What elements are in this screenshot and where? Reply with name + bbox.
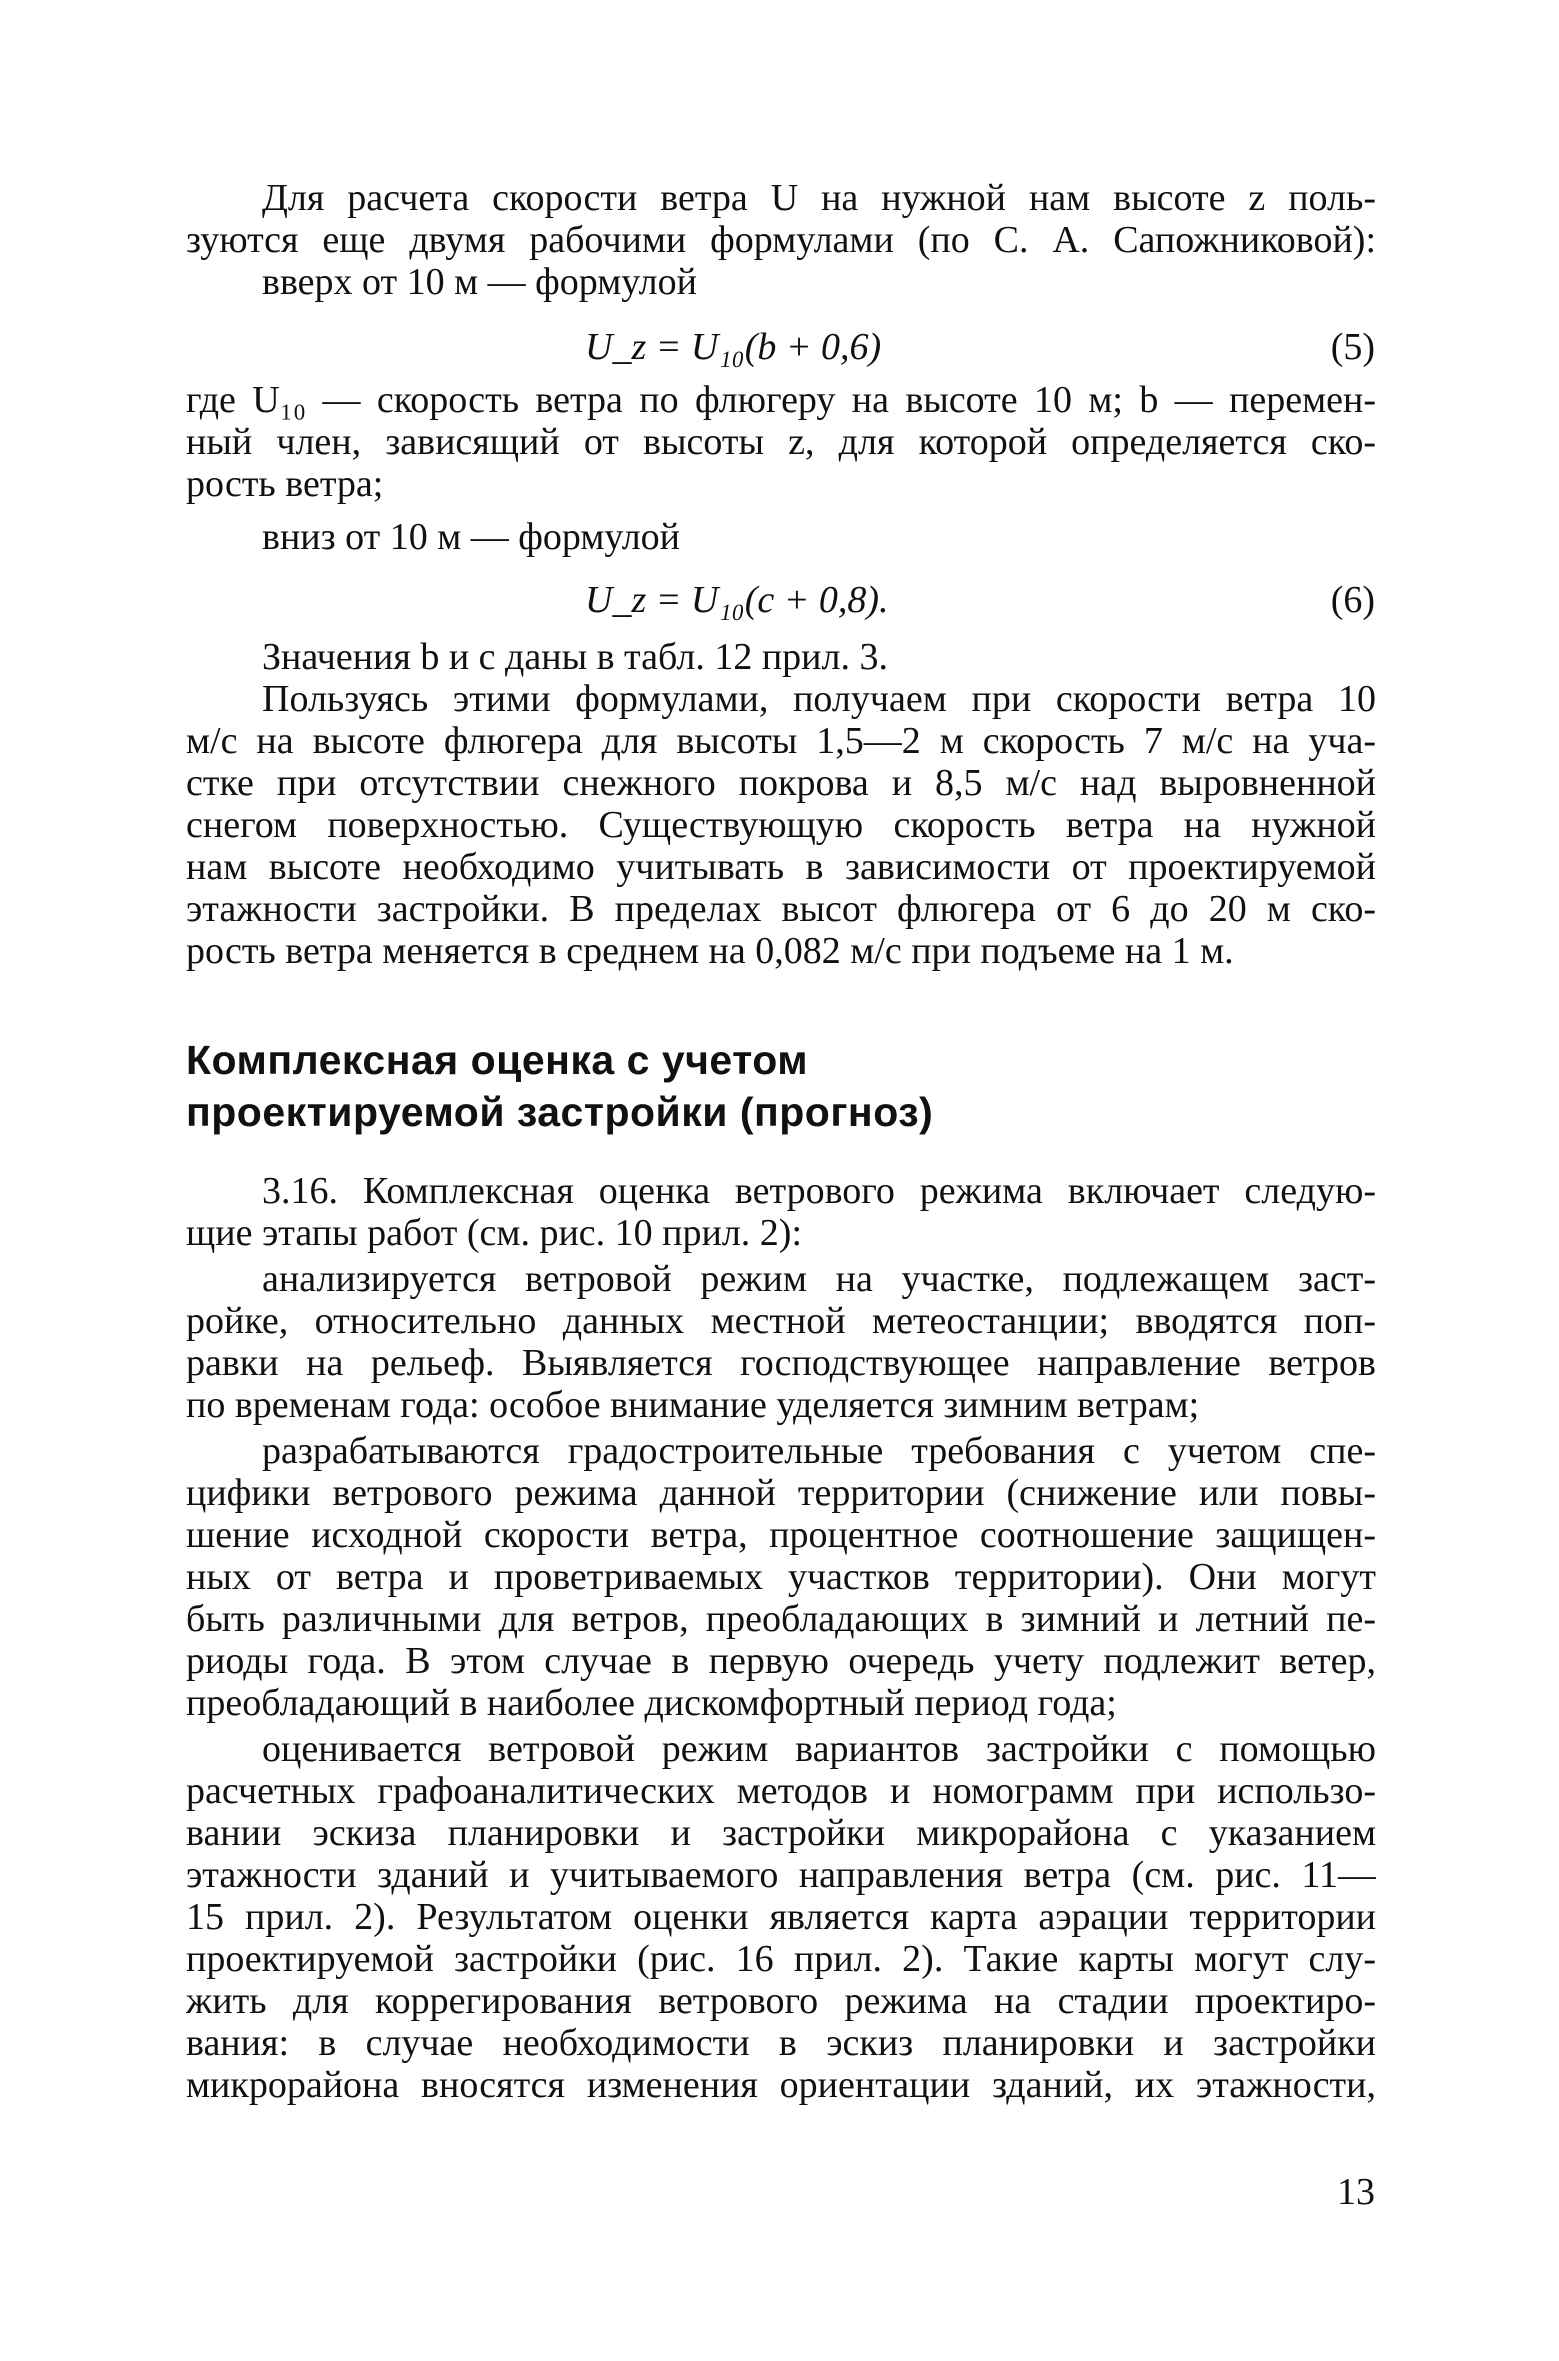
section316-line-22: микрорайона вносятся изменения ориентации зданий, их этажности, (186, 2064, 1376, 2106)
section-heading-line-2: проектируемой застройки (прогноз) (186, 1089, 934, 1135)
section316-line-6: по временам года: особое внимание уделяется зимним ветрам; (186, 1384, 1200, 1426)
section316-line-16: вании эскиза планировки и застройки микрорайона с указанием (186, 1812, 1376, 1854)
values-line-2: Пользуясь этими формулами, получаем при скорости ветра 10 (262, 678, 1376, 720)
section316-line-11: быть различными для ветров, преобладающих в зимний и летний пе- (186, 1598, 1376, 1640)
section316-line-4: ройке, относительно данных местной метеостанции; вводятся поп- (186, 1300, 1376, 1342)
section316-line-18: 15 прил. 2). Результатом оценки является карта аэрации территории (186, 1896, 1376, 1938)
where-line-1: где U₁₀ — скорость ветра по флюгеру на высоте 10 м; b — перемен- (186, 379, 1376, 421)
formula-5-number: (5) (1330, 326, 1375, 368)
section316-line-13: преобладающий в наиболее дискомфортный период года; (186, 1682, 1117, 1724)
section316-line-20: жить для коррегирования ветрового режима на стадии проектиро- (186, 1980, 1376, 2022)
section316-line-17: этажности зданий и учитываемого направления ветра (см. рис. 11— (186, 1854, 1376, 1896)
where-line-4: вниз от 10 м — формулой (262, 516, 680, 558)
values-line-4: стке при отсутствии снежного покрова и 8,5 м/с над выровненной (186, 762, 1376, 804)
values-line-7: этажности застройки. В пределах высот флюгера от 6 до 20 м ско- (186, 888, 1376, 930)
page-number: 13 (1337, 2171, 1375, 2213)
values-line-3: м/с на высоте флюгера для высоты 1,5—2 м скорость 7 м/с на уча- (186, 720, 1376, 762)
section316-line-7: разрабатываются градостроительные требования с учетом спе- (262, 1430, 1376, 1472)
section316-line-5: равки на рельеф. Выявляется господствующее направление ветров (186, 1342, 1376, 1384)
section316-line-2: щие этапы работ (см. рис. 10 прил. 2): (186, 1212, 802, 1254)
section316-line-12: риоды года. В этом случае в первую очередь учету подлежит ветер, (186, 1640, 1376, 1682)
values-line-1: Значения b и c даны в табл. 12 прил. 3. (262, 636, 888, 678)
section316-line-14: оценивается ветровой режим вариантов застройки с помощью (262, 1728, 1376, 1770)
values-line-8: рость ветра меняется в среднем на 0,082 м/с при подъеме на 1 м. (186, 930, 1234, 972)
values-line-6: нам высоте необходимо учитывать в зависимости от проектируемой (186, 846, 1376, 888)
section316-line-1: 3.16. Комплексная оценка ветрового режима включает следую- (262, 1170, 1376, 1212)
formula-6-number: (6) (1330, 579, 1375, 621)
formula-5: U_z = U₁₀(b + 0,6) (585, 326, 882, 368)
section316-line-8: цифики ветрового режима данной территории (снижение или повы- (186, 1472, 1376, 1514)
section316-line-21: вания: в случае необходимости в эскиз планировки и застройки (186, 2022, 1376, 2064)
section316-line-3: анализируется ветровой режим на участке, подлежащем заст- (262, 1258, 1376, 1300)
where-line-2: ный член, зависящий от высоты z, для которой определяется ско- (186, 421, 1376, 463)
section316-line-19: проектируемой застройки (рис. 16 прил. 2). Такие карты могут слу- (186, 1938, 1376, 1980)
section-heading-line-1: Комплексная оценка с учетом (186, 1037, 809, 1083)
values-line-5: снегом поверхностью. Существующую скорость ветра на нужной (186, 804, 1376, 846)
section316-line-15: расчетных графоаналитических методов и номограмм при использо- (186, 1770, 1376, 1812)
intro-line-2: зуются еще двумя рабочими формулами (по С. А. Сапожниковой): (186, 219, 1376, 261)
section316-line-9: шение исходной скорости ветра, процентное соотношение защищен- (186, 1514, 1376, 1556)
intro-line-1: Для расчета скорости ветра U на нужной нам высоте z поль- (262, 177, 1376, 219)
section316-line-10: ных от ветра и проветриваемых участков территории). Они могут (186, 1556, 1376, 1598)
intro-line-3: вверх от 10 м — формулой (262, 261, 697, 303)
formula-6: U_z = U₁₀(c + 0,8). (585, 579, 889, 621)
where-line-3: рость ветра; (186, 463, 384, 505)
